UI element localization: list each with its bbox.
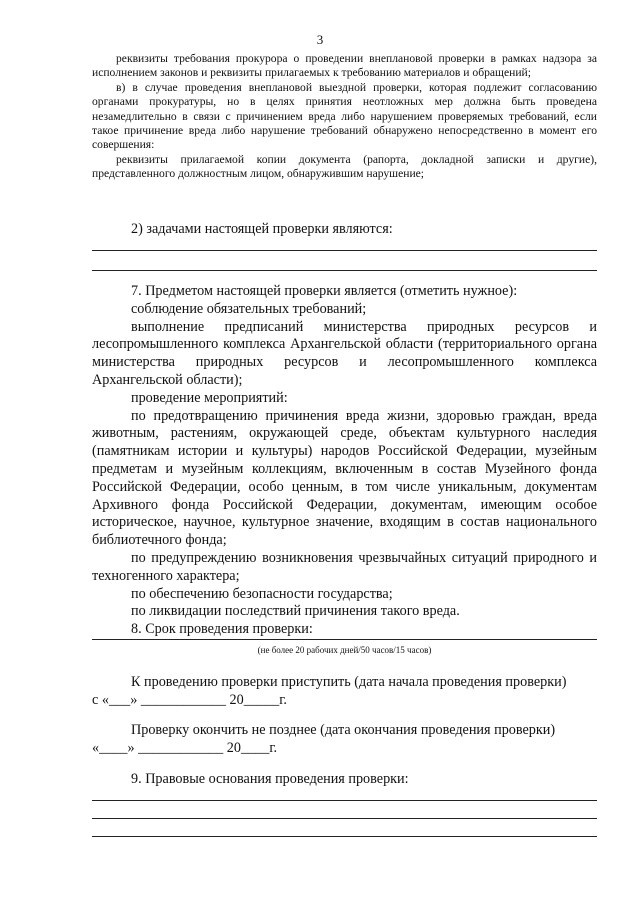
start-date: с «___» ____________ 20_____г.: [92, 692, 287, 708]
start-block: [92, 674, 597, 692]
tasks-line-2: [92, 270, 597, 271]
end-date: «____» ____________ 20____г.: [92, 740, 278, 756]
subject-item-6: по обеспечению безопасности государства;: [131, 585, 393, 602]
tasks-heading: 2) задачами настоящей проверки являются:: [131, 221, 393, 237]
start-text: К проведению проверки приступить (дата начала проведения проверки): [131, 674, 567, 690]
subject-block: [92, 283, 597, 639]
term-note: (не более 20 рабочих дней/50 часов/15 часов): [257, 645, 432, 655]
subject-item-3: проведение мероприятий:: [131, 389, 288, 406]
term-heading: 8. Срок проведения проверки:: [131, 621, 313, 638]
subject-item-1: соблюдение обязательных требований;: [131, 300, 367, 317]
end-text: Проверку окончить не позднее (дата окончания проведения проверки): [131, 722, 556, 738]
legal-line-2: [92, 818, 597, 819]
intro-paragraph-2: в) в случае проведения внеплановой выездной проверки, которая подлежит согласованию органами прокуратуры, но в целях принятия неотложных мер должна быть проведена незамедлительно в связи с причинением вреда либо нарушением проверяемых требований, если такое причинение вреда либо нарушение требований обнаружено непосредственно в момент его совершения:: [92, 80, 597, 152]
legal-line-3: [92, 836, 597, 837]
intro-paragraph-1: реквизиты требования прокурора о проведении внеплановой проверки в рамках надзора за исполнением законов и реквизиты прилагаемых к требованию материалов и обращений;: [92, 52, 597, 80]
subject-heading: 7. Предметом настоящей проверки является (отметить нужное):: [131, 283, 518, 299]
subject-item-2: выполнение предписаний министерства природных ресурсов и лесопромышленного комплекса Архангельской области (территориального органа министерства природных ресурсов и лесопромышленного комплекса Архангельской области);: [92, 318, 597, 388]
legal-heading: 9. Правовые основания проведения проверки:: [131, 771, 409, 787]
end-block: [92, 722, 597, 740]
legal-block: [92, 771, 597, 789]
subject-item-7: по ликвидации последствий причинения такого вреда.: [131, 603, 460, 620]
legal-line-1: [92, 800, 597, 801]
tasks-line-1: [92, 250, 597, 251]
intro-block: [92, 52, 597, 182]
tasks-heading-block: [92, 221, 597, 239]
subject-item-4: по предотвращению причинения вреда жизни, здоровью граждан, вреда животным, растениям, окружающей среде, объектам культурного наследия (памятникам истории и культуры) народов Российской Федерации, музейным предметам и музейным коллекциям, включенным в состав Музейного фонда Российской Федерации, особо ценным, в том числе уникальным, документам Архивного фонда Российской Федерации, документам, имеющим особое историческое, научное, культурное значение, входящим в состав национального библиотечного фонда;: [92, 407, 597, 549]
subject-item-5: по предупреждению возникновения чрезвычайных ситуаций природного и техногенного характера;: [92, 549, 597, 584]
page-number: 3: [316, 32, 324, 47]
intro-paragraph-3: реквизиты прилагаемой копии документа (рапорта, докладной записки и другие), представленного должностным лицом, обнаружившим нарушение;: [92, 152, 597, 181]
term-line: [92, 639, 597, 640]
